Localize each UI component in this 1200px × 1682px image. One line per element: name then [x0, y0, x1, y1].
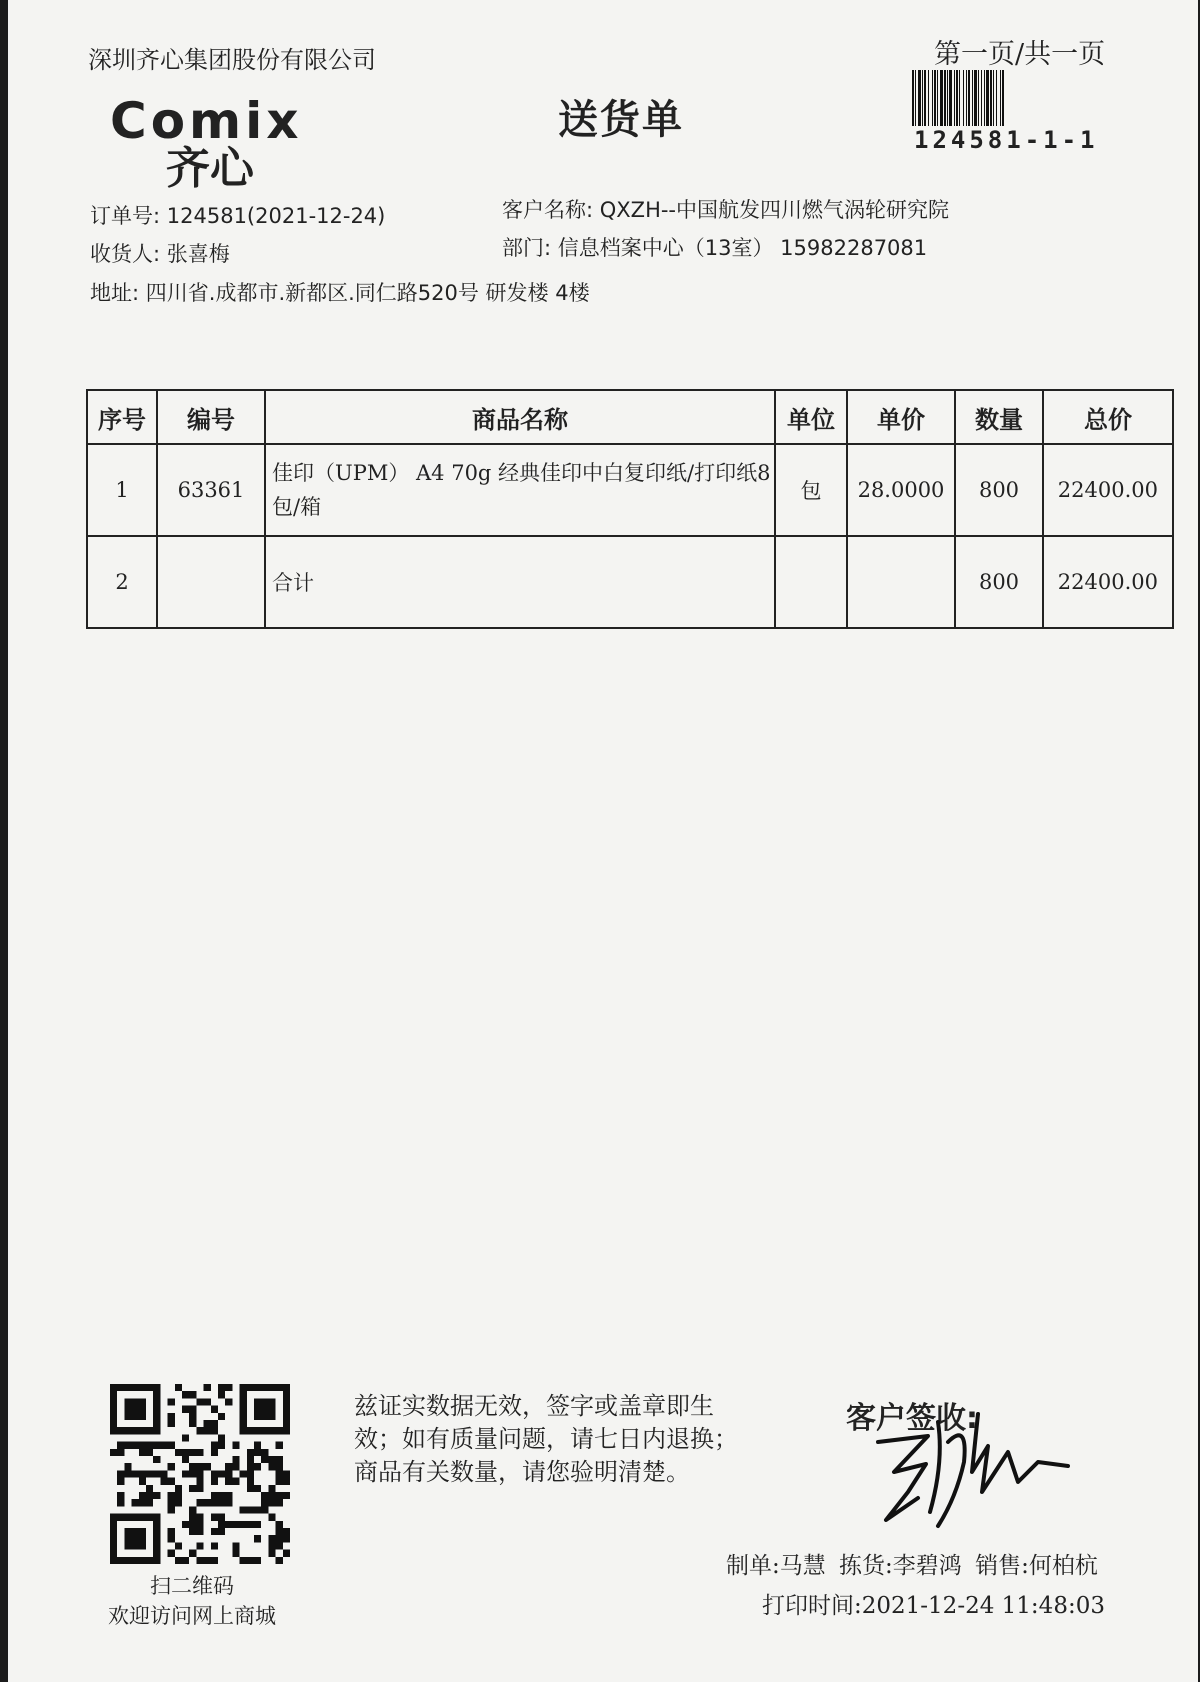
- row-unit: [775, 536, 847, 628]
- header-seq: 序号: [87, 390, 157, 444]
- company-name: 深圳齐心集团股份有限公司: [88, 46, 376, 74]
- row-quantity: 800: [955, 536, 1043, 628]
- customer-label: 客户名称:: [502, 198, 594, 222]
- row-code: [157, 536, 265, 628]
- department-value: 信息档案中心（13室） 15982287081: [557, 236, 928, 260]
- goods-table: [86, 389, 1174, 629]
- customer-signature: [868, 1402, 1084, 1538]
- comix-logo: [110, 92, 303, 194]
- header-quantity: 数量: [955, 390, 1043, 444]
- document-title: 送货单: [558, 97, 684, 143]
- receiver-value: 张喜梅: [166, 242, 230, 266]
- delivery-note-paper: [8, 0, 1198, 1682]
- address: [90, 277, 590, 307]
- qr-code: [110, 1384, 290, 1564]
- row-unit-price: [847, 536, 955, 628]
- qr-caption: [108, 1570, 276, 1630]
- header-unit: 单位: [775, 390, 847, 444]
- order-number-value: 124581(2021-12-24): [166, 204, 386, 228]
- qr-caption-line-1: 扫二维码: [150, 1574, 234, 1598]
- header-unit-price: 单价: [847, 390, 955, 444]
- department: [502, 232, 927, 262]
- qr-caption-line-2: 欢迎访问网上商城: [108, 1604, 276, 1628]
- barcode-number: 124581-1-1: [914, 126, 1099, 154]
- order-number-label: 订单号:: [90, 204, 161, 228]
- row-unit-price: 28.0000: [847, 444, 955, 536]
- header-product-name: 商品名称: [265, 390, 775, 444]
- receiver-label: 收货人:: [90, 242, 161, 266]
- notice-text: 兹证实数据无效，签字或盖章即生效；如有质量问题，请七日内退换；商品有关数量，请您验明清楚。: [354, 1392, 738, 1486]
- row-product-name: 佳印（UPM） A4 70g 经典佳印中白复印纸/打印纸8包/箱: [265, 444, 775, 536]
- staff-info: 制单:马慧 拣货:李碧鸿 销售:何柏杭: [726, 1553, 1098, 1579]
- table-row: [87, 444, 1173, 536]
- row-seq: 1: [87, 444, 157, 536]
- table-row-summary: [87, 536, 1173, 628]
- customer-value: QXZH--中国航发四川燃气涡轮研究院: [599, 198, 950, 222]
- receiver: [90, 238, 230, 268]
- address-label: 地址:: [90, 281, 140, 305]
- row-product-name: 合计: [265, 536, 775, 628]
- print-time: 打印时间:2021-12-24 11:48:03: [762, 1593, 1105, 1619]
- row-unit: 包: [775, 444, 847, 536]
- logo-text-cn: 齐心: [166, 143, 254, 194]
- department-label: 部门:: [502, 236, 552, 260]
- logo-text-en: Comix: [110, 92, 303, 150]
- customer-sign-label: 客户签收:: [846, 1401, 978, 1436]
- row-seq: 2: [87, 536, 157, 628]
- barcode: [912, 70, 1128, 126]
- row-code: 63361: [157, 444, 265, 536]
- header-total: 总价: [1043, 390, 1173, 444]
- row-total: 22400.00: [1043, 444, 1173, 536]
- order-number: [90, 200, 385, 230]
- header-code: 编号: [157, 390, 265, 444]
- table-header-row: [87, 390, 1173, 444]
- row-quantity: 800: [955, 444, 1043, 536]
- address-value: 四川省.成都市.新都区.同仁路520号 研发楼 4楼: [145, 281, 590, 305]
- page-info: 第一页/共一页: [934, 39, 1106, 70]
- customer-name: [502, 194, 949, 224]
- row-total: 22400.00: [1043, 536, 1173, 628]
